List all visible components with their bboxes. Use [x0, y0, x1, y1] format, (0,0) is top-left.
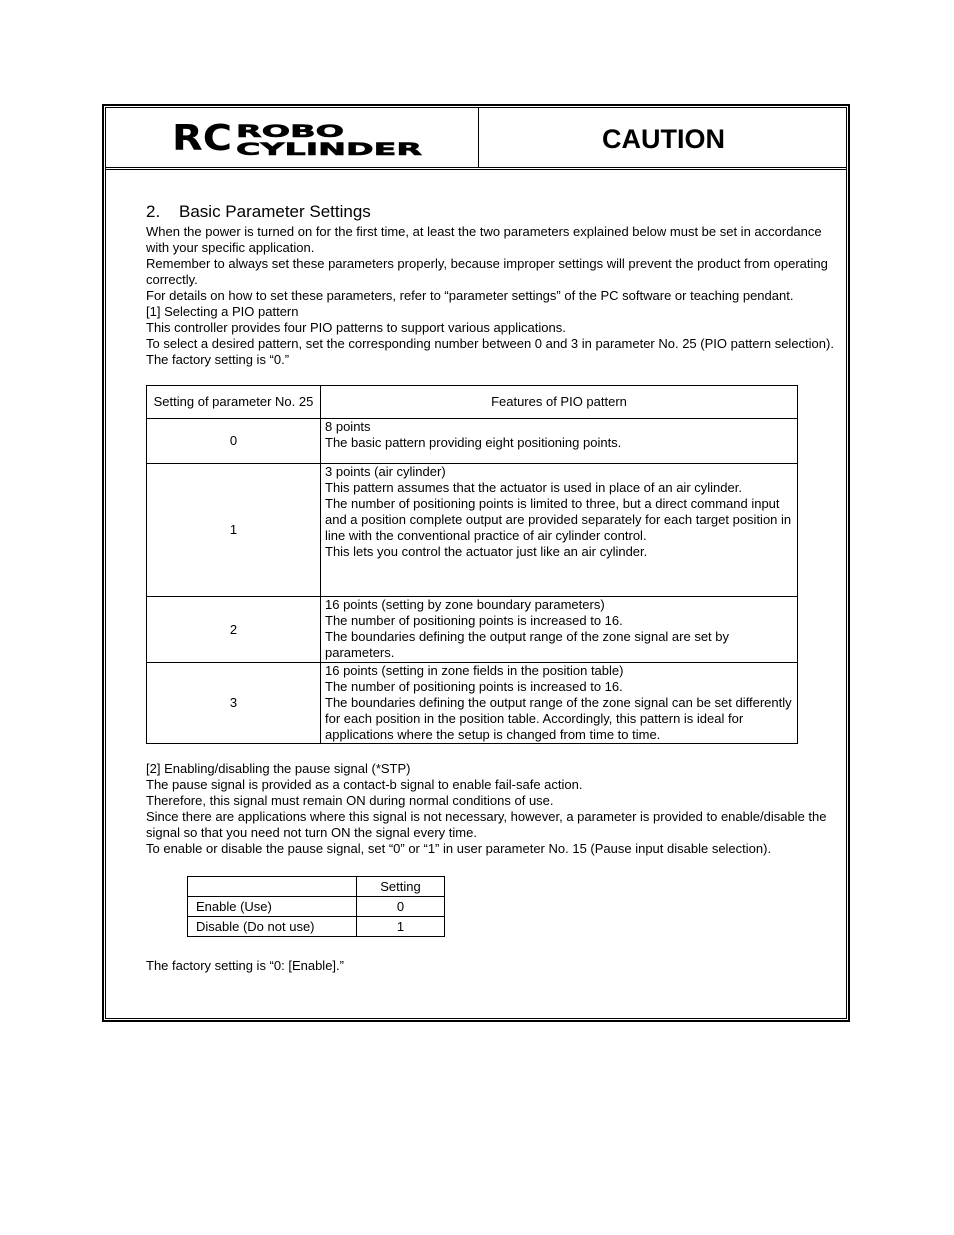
features-cell — [321, 597, 798, 663]
table-row — [147, 464, 798, 597]
section-title-text: Basic Parameter Settings — [179, 202, 371, 221]
features-cell — [321, 663, 798, 744]
table-row — [188, 897, 445, 917]
features-line: The number of positioning points is increased to 16. — [325, 613, 623, 628]
features-line: This pattern assumes that the actuator is used in place of an air cylinder. — [325, 480, 742, 495]
features-line: 8 points — [325, 419, 371, 434]
option-label: Enable (Use) — [188, 897, 357, 917]
option-value: 0 — [357, 897, 445, 917]
pause-section — [146, 761, 846, 857]
pio-paragraph: This controller provides four PIO patterns to support various applications. — [146, 320, 566, 335]
features-line: The number of positioning points is limited to three, but a direct command input and a position complete output are provided separately for each target position in line with the conventional practice of air cylinder control. — [325, 496, 792, 543]
pause-factory-setting: The factory setting is “0: [Enable].” — [146, 958, 344, 973]
caution-frame-inner — [105, 107, 847, 1019]
logo-text-robo: ROBO — [236, 122, 344, 142]
logo-text-cylinder: CYLINDER — [236, 140, 422, 159]
pause-setting-table — [187, 876, 445, 937]
section-title — [146, 202, 846, 222]
caution-title: CAUTION — [602, 124, 725, 154]
features-line: 16 points (setting by zone boundary parameters) — [325, 597, 605, 612]
features-line: This lets you control the actuator just like an air cylinder. — [325, 544, 648, 559]
header-features: Features of PIO pattern — [321, 386, 798, 419]
table-header-row — [188, 877, 445, 897]
caution-frame — [102, 104, 850, 1022]
logo-rc-letters: RC — [172, 119, 232, 159]
features-line: The basic pattern providing eight positioning points. — [325, 435, 622, 450]
table-row — [188, 917, 445, 937]
option-value: 1 — [357, 917, 445, 937]
features-line: The number of positioning points is increased to 16. — [325, 679, 623, 694]
setting-value: 3 — [147, 663, 321, 744]
features-line: 16 points (setting in zone fields in the position table) — [325, 663, 624, 678]
page-content — [146, 202, 846, 974]
features-line: The boundaries defining the output range of the zone signal are set by parameters. — [325, 629, 730, 660]
pio-paragraph: To select a desired pattern, set the corresponding number between 0 and 3 in parameter No. 25 (PIO pattern selection). — [146, 336, 834, 351]
table-row — [147, 597, 798, 663]
pause-paragraph: Since there are applications where this signal is not necessary, however, a parameter is provided to enable/disable the signal so that you need not turn ON the signal every time. — [146, 809, 827, 840]
setting-value: 1 — [147, 464, 321, 597]
table-row — [147, 663, 798, 744]
pio-pattern-table — [146, 385, 798, 744]
header-row — [106, 108, 846, 170]
header-setting: Setting of parameter No. 25 — [147, 386, 321, 419]
pause-paragraph: The pause signal is provided as a contact-b signal to enable fail-safe action. — [146, 777, 583, 792]
features-line: The boundaries defining the output range of the zone signal can be set differently for each position in the position table. Accordingly, this pattern is ideal for applications where the setup is changed from time to time. — [325, 695, 792, 742]
header-setting: Setting — [357, 877, 445, 897]
pio-paragraph: The factory setting is “0.” — [146, 352, 290, 367]
intro-paragraph: For details on how to set these parameters, refer to “parameter settings” of the PC software or teaching pendant. — [146, 288, 794, 303]
intro-paragraph: Remember to always set these parameters properly, because improper settings will prevent the product from operating correctly. — [146, 256, 828, 287]
pio-heading: [1] Selecting a PIO pattern — [146, 304, 299, 319]
header-blank — [188, 877, 357, 897]
pause-paragraph: To enable or disable the pause signal, set “0” or “1” in user parameter No. 15 (Pause input disable selection). — [146, 841, 772, 856]
setting-value: 2 — [147, 597, 321, 663]
robo-cylinder-logo — [172, 119, 432, 159]
logo-cell — [106, 108, 479, 167]
features-cell — [321, 419, 798, 464]
table-header-row — [147, 386, 798, 419]
intro-paragraph: When the power is turned on for the first time, at least the two parameters explained below must be set in accordance with your specific application. — [146, 224, 822, 255]
setting-value: 0 — [147, 419, 321, 464]
features-line: 3 points (air cylinder) — [325, 464, 446, 479]
option-label: Disable (Do not use) — [188, 917, 357, 937]
features-cell — [321, 464, 798, 597]
pause-heading: [2] Enabling/disabling the pause signal (*STP) — [146, 761, 411, 776]
table-row — [147, 419, 798, 464]
section-number: 2. — [146, 202, 161, 221]
pause-paragraph: Therefore, this signal must remain ON during normal conditions of use. — [146, 793, 554, 808]
